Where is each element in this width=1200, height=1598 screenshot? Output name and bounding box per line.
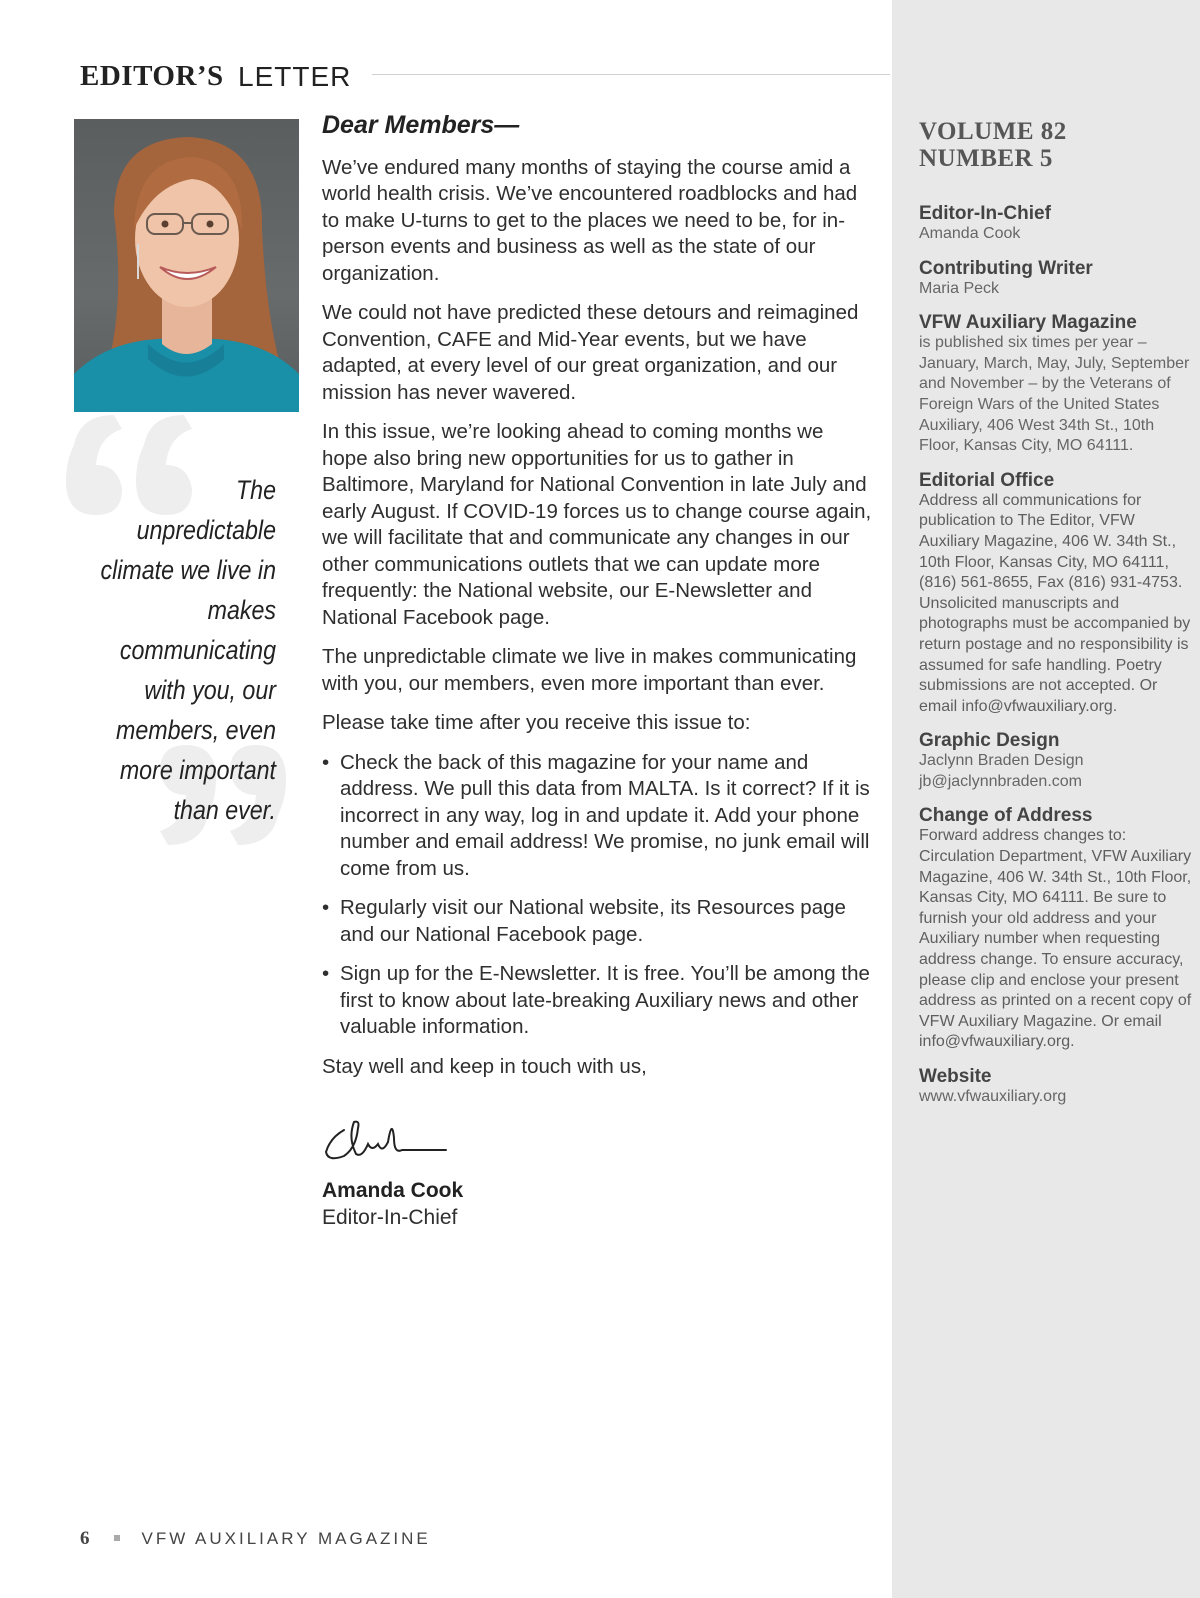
masthead-text: is published six times per year – January, March, May, July, September and November – by the Veterans of Foreign Wars of the United States Auxiliary, 406 West 34th St., 10th Floor, Kansas City, MO 64111. xyxy=(919,334,1190,455)
signer-name: Amanda Cook xyxy=(322,1179,464,1202)
list-item: • Sign up for the E-Newsletter. It is free. You’ll be among the first to know about late-breaking Auxiliary news and other valuable information. xyxy=(322,961,874,1041)
header-title-light: LETTER xyxy=(238,61,352,92)
signature xyxy=(322,1108,874,1170)
masthead-sidebar xyxy=(892,0,1200,1598)
issue-number-label: NUMBER 5 xyxy=(919,145,1053,172)
header-title-bold: EDITOR’S xyxy=(80,60,224,92)
letter-paragraph: In this issue, we’re looking ahead to coming months we hope also bring new opportunities for us to gather in Baltimore, Maryland for National Convention in late July and early August. If COVID-19 forces us to change course again, we will facilitate that and communicate any changes in our other communications outlets that we can update more frequently: the National website, our E-Newsletter and National Facebook page. xyxy=(322,420,872,629)
masthead-text: Forward address changes to: Circulation Department, VFW Auxiliary Magazine, 406 W. 34th St., 10th Floor, Kansas City, MO 64111. Be sure to furnish your old address and your Auxiliary number when requesting address change. To ensure accuracy, please clip and enclose your present address as printed on a recent copy of VFW Auxiliary Magazine. Or email info@vfwauxiliary.org. xyxy=(919,827,1192,1051)
volume-number xyxy=(919,118,1194,172)
masthead-heading: Contributing Writer xyxy=(919,257,1093,279)
header-rule xyxy=(372,74,890,75)
section-header xyxy=(80,56,890,96)
masthead-heading: Website xyxy=(919,1066,992,1087)
closing: Stay well and keep in touch with us, xyxy=(322,1054,647,1078)
list-item: • Regularly visit our National website, its Resources page and our National Facebook page. xyxy=(322,895,874,948)
salutation: Dear Members— xyxy=(322,111,520,139)
letter-paragraph: We’ve endured many months of staying the course amid a world health crisis. We’ve encountered roadblocks and had to make U-turns to get to the places we need to be, for in-person events and business as well as the state of our organization. xyxy=(322,155,858,285)
masthead-text: Maria Peck xyxy=(919,279,1000,297)
page-number: 6 xyxy=(80,1528,90,1549)
website-link[interactable]: www.vfwauxiliary.org xyxy=(919,1088,1067,1105)
masthead-heading: Editor-In-Chief xyxy=(919,203,1051,224)
action-list xyxy=(322,750,874,1041)
masthead-heading: Editorial Office xyxy=(919,469,1055,491)
letter-paragraph: The unpredictable climate we live in makes communicating with you, our members, even more important than ever. xyxy=(322,645,857,695)
masthead-text: Jaclynn Braden Design jb@jaclynnbraden.com xyxy=(919,752,1084,790)
pull-quote: The unpredictable climate we live in makes communicating with you, our members, even more important than ever. xyxy=(100,475,277,825)
separator-square-icon xyxy=(114,1535,120,1541)
letter-body xyxy=(322,112,874,1231)
volume-label: VOLUME 82 xyxy=(919,118,1067,145)
signer-title: Editor-In-Chief xyxy=(322,1205,458,1229)
page-footer xyxy=(80,1528,431,1550)
masthead-text: Address all communications for publication to The Editor, VFW Auxiliary Magazine, 406 W. 34th St., 10th Floor, Kansas City, MO 64111, (816) 561-8655, Fax (816) 931-4753. Unsolicited manuscripts and photographs must be accompanied by return postage and no responsibility is assumed for safe handling. Poetry submissions are not accepted. Or email info@vfwauxiliary.org. xyxy=(919,491,1191,715)
magazine-name: VFW AUXILIARY MAGAZINE xyxy=(141,1529,431,1548)
masthead-heading: Graphic Design xyxy=(919,730,1060,752)
letter-paragraph: Please take time after you receive this issue to: xyxy=(322,711,751,734)
letter-paragraph: We could not have predicted these detours and reimagined Convention, CAFE and Mid-Year events, but we have adapted, at every level of our great organization, and our mission has never wavered. xyxy=(322,301,859,404)
masthead-text: Amanda Cook xyxy=(919,225,1021,242)
masthead-heading: VFW Auxiliary Magazine xyxy=(919,312,1137,334)
editor-portrait xyxy=(74,119,299,412)
masthead-heading: Change of Address xyxy=(919,805,1093,827)
list-item: • Check the back of this magazine for your name and address. We pull this data from MALTA. Is it correct? If it is incorrect in any way, log in and update it. Add your phone number and email address! We promise, no junk email will come from us. xyxy=(322,750,874,883)
